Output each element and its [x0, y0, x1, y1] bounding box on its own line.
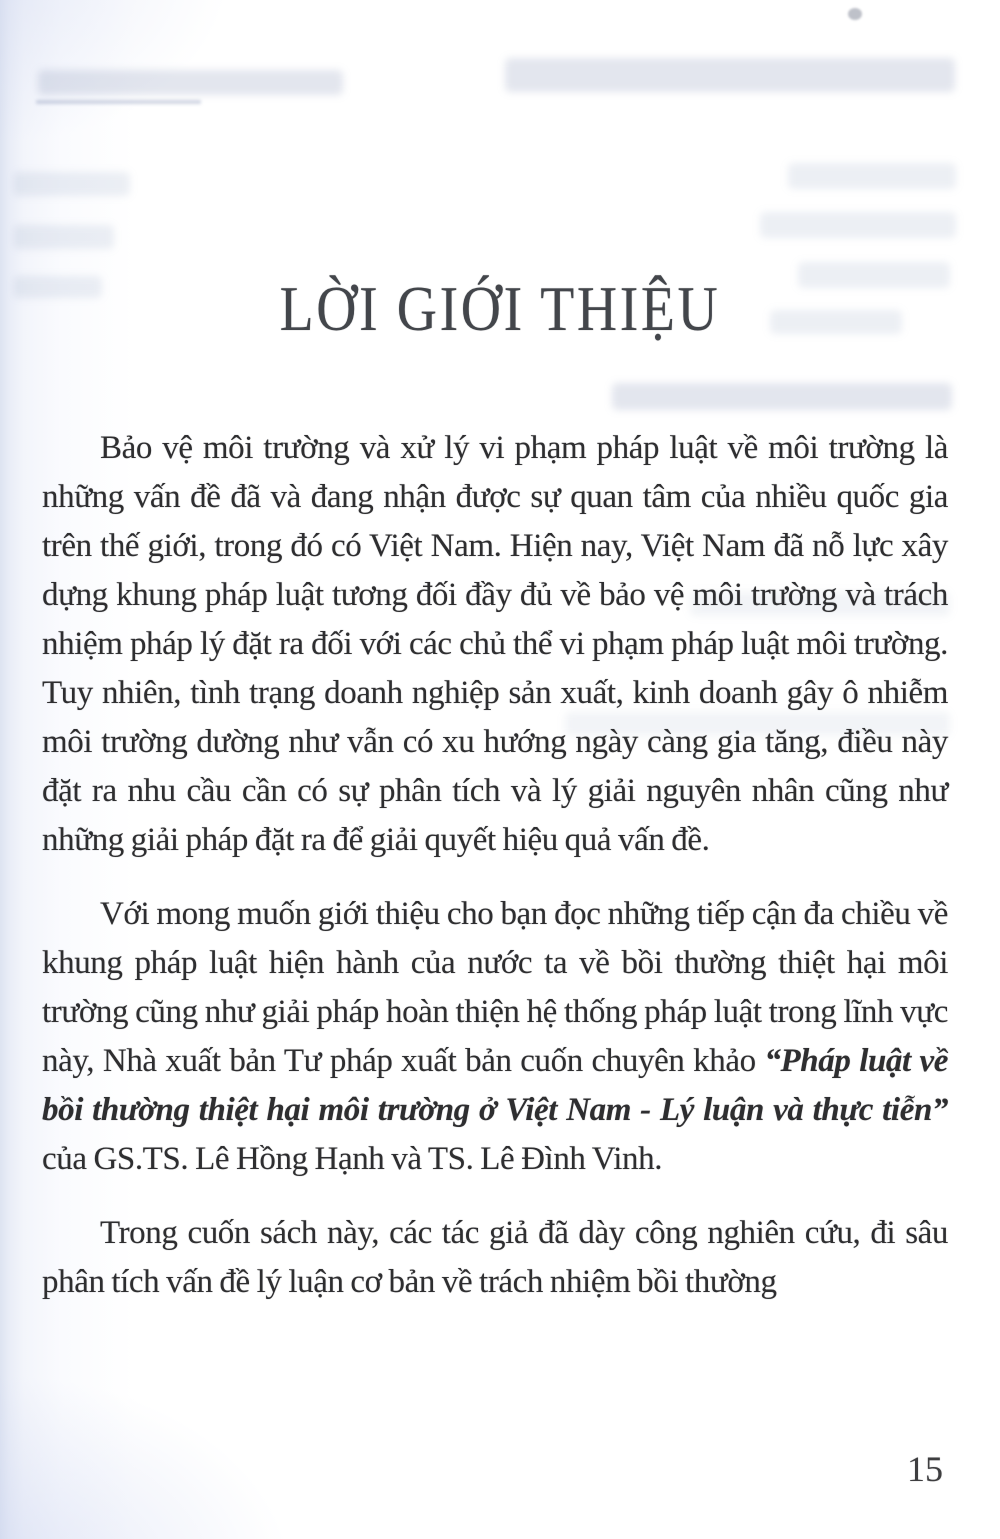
- book-title-emphasis: “Pháp luật về bồi thường thiệt hại môi trường ở Việt Nam - Lý luận và thực tiễn”: [42, 1043, 949, 1128]
- chapter-title: LỜI GIỚI THIỆU: [279, 273, 721, 344]
- bleedthrough-smudge: [612, 383, 952, 410]
- paragraph-3: Trong cuốn sách này, các tác giả đã dày công nghiên cứu, đi sâu phân tích vấn đề lý luận cơ bản về trách nhiệm bồi thường: [42, 1215, 948, 1300]
- bleedthrough-rule: [36, 100, 201, 104]
- page-number: 15: [907, 1449, 943, 1489]
- paragraph-2-tail: của GS.TS. Lê Hồng Hạnh và TS. Lê Đình Vinh.: [42, 1141, 663, 1177]
- paragraph-1: Bảo vệ môi trường và xử lý vi phạm pháp luật về môi trường là những vấn đề đã và đang nhận được sự quan tâm của nhiều quốc gia trên thế giới, trong đó có Việt Nam. Hiện nay, Việt Nam đã nỗ lực xây dựng khung pháp luật tương đối đầy đủ về bảo vệ môi trường và trách nhiệm pháp lý đặt ra đối với các chủ thể vi phạm pháp luật môi trường. Tuy nhiên, tình trạng doanh nghiệp sản xuất, kinh doanh gây ô nhiễm môi trường dường như vẫn có xu hướng ngày càng gia tăng, điều này đặt ra nhu cầu cần có sự phân tích và lý giải nguyên nhân cũng như những giải pháp đặt ra để giải quyết hiệu quả vấn đề.: [42, 430, 948, 858]
- paragraph-2: [42, 890, 948, 1184]
- bleedthrough-smudge: [14, 172, 130, 196]
- bleedthrough-smudge: [760, 212, 956, 238]
- bleedthrough-smudge: [505, 58, 955, 92]
- bleedthrough-smudge: [788, 163, 956, 189]
- bleedthrough-smudge: [14, 225, 114, 249]
- body-text: [42, 424, 948, 1307]
- scan-speck: [848, 8, 862, 20]
- paragraph-2-lead: Với mong muốn giới thiệu cho bạn đọc những tiếp cận đa chiều về khung pháp luật hiện hành của nước ta về bồi thường thiệt hại môi trường cũng như giải pháp hoàn thiện hệ thống pháp luật trong lĩnh vực này, Nhà xuất bản Tư pháp xuất bản cuốn chuyên khảo: [42, 896, 948, 1079]
- bleedthrough-smudge: [38, 70, 343, 95]
